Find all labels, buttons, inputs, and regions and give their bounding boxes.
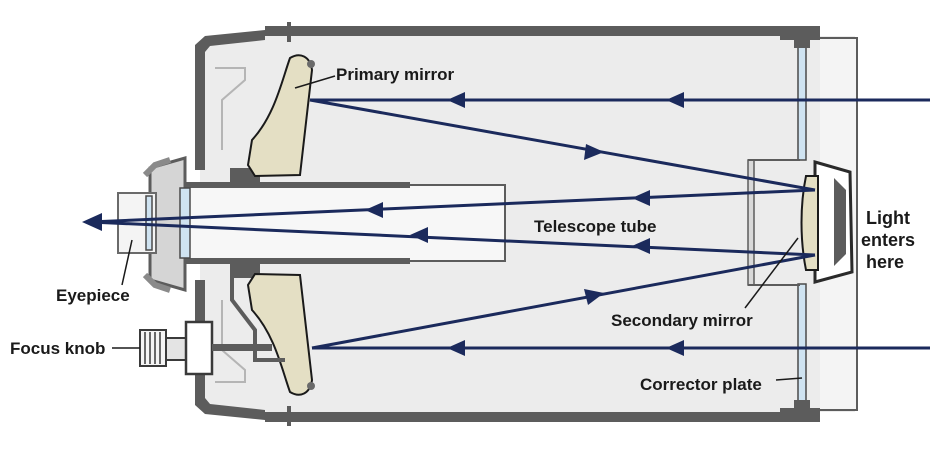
focus-knob-grip	[140, 330, 166, 366]
label-primary-mirror: Primary mirror	[336, 65, 455, 84]
label-light-line3: here	[866, 252, 905, 272]
tube-top-wall	[265, 26, 820, 36]
eyepiece-lens-inner	[146, 196, 152, 250]
corrector-plate-bottom	[798, 284, 806, 404]
tube-bottom-wall	[265, 412, 820, 422]
label-secondary-mirror: Secondary mirror	[611, 311, 753, 330]
label-eyepiece: Eyepiece	[56, 286, 130, 305]
secondary-holder	[815, 162, 852, 282]
bottom-tick	[287, 406, 291, 426]
eyepiece-lens	[180, 188, 190, 258]
focus-housing	[186, 322, 212, 374]
corrector-clip-top	[794, 40, 810, 48]
arrow-exit	[82, 213, 102, 231]
focus-rod	[212, 344, 272, 351]
baffle-tube	[165, 168, 505, 278]
label-corrector-plate: Corrector plate	[640, 375, 762, 394]
mirror-bolt-top	[307, 60, 315, 68]
mirror-bolt-bottom	[307, 382, 315, 390]
baffle-tube-top-wall	[165, 182, 410, 188]
label-focus-knob: Focus knob	[10, 339, 106, 358]
top-tick	[287, 22, 291, 42]
corrector-clip-bottom	[794, 400, 810, 408]
label-light-line2: enters	[861, 230, 916, 250]
baffle-tube-body	[165, 185, 505, 261]
front-ring-bottom	[780, 408, 820, 422]
baffle-tube-bottom-wall	[165, 258, 410, 264]
label-light-line1: Light	[866, 208, 910, 228]
label-telescope-tube: Telescope tube	[534, 217, 657, 236]
secondary-holder-knob	[834, 178, 846, 266]
front-ring-top	[780, 26, 820, 40]
